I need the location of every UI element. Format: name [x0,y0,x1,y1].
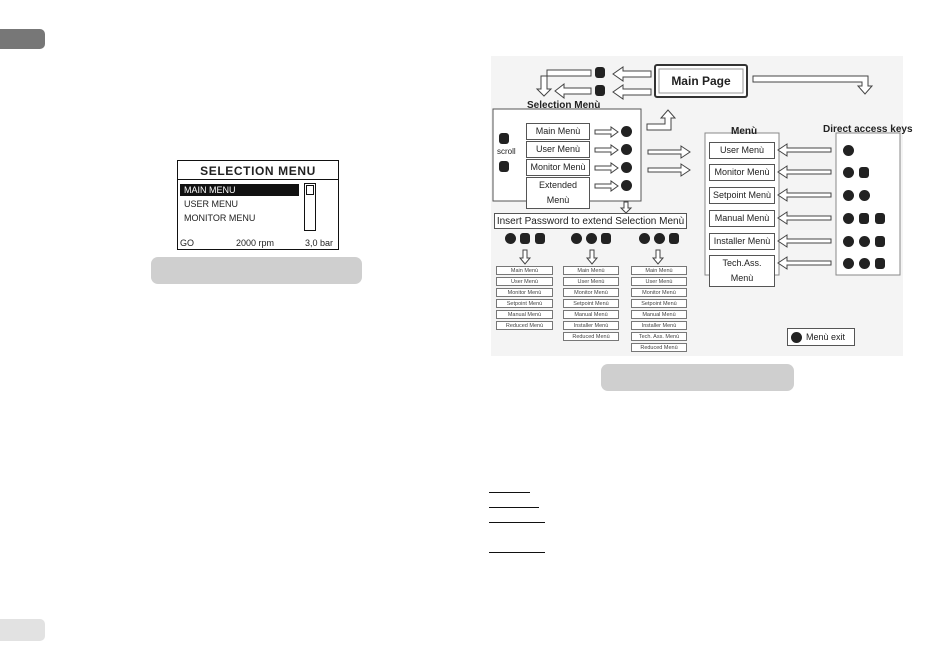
scroll-label: scroll [497,147,516,156]
mini-menu-item: Main Menù [563,266,619,275]
selection-item-extended: Extended Menù [526,177,590,209]
underline-blank [489,507,539,508]
lcd-status-pressure: 3,0 bar [305,238,334,248]
key-icon [621,144,632,155]
menu-user: User Menù [709,142,775,159]
mini-menu-item: Manual Menù [496,310,553,319]
mini-menu-item: Setpoint Menù [563,299,619,308]
lcd-divider [178,179,338,180]
key-icon [843,167,854,178]
underline-blank [489,552,545,553]
menu-installer: Installer Menù [709,233,775,250]
exit-key-icon [791,332,802,343]
lcd-status-rpm: 2000 rpm [236,238,275,248]
key-icon [859,190,870,201]
selection-menu-title: Selection Menù [527,100,601,111]
key-icon [669,233,679,244]
figure-caption-bar-left [151,257,362,284]
key-icon [535,233,545,244]
mini-menu-item: Setpoint Menù [496,299,553,308]
password-banner: Insert Password to extend Selection Menù [494,213,687,229]
menu-monitor: Monitor Menù [709,164,775,181]
key-icon [595,67,605,78]
mini-menu-item: Setpoint Menù [631,299,687,308]
key-icon [843,236,854,247]
menu-column-title: Menù [731,126,758,137]
page-tab-dark [0,29,45,49]
page-tab-light [0,619,45,641]
selection-item-main: Main Menù [526,123,590,140]
key-icon [859,167,869,178]
key-icon [843,145,854,156]
mini-menu-item: Monitor Menù [496,288,553,297]
key-icon [843,190,854,201]
mini-menu-item: Monitor Menù [631,288,687,297]
lcd-title: SELECTION MENU [200,164,316,178]
mini-menu-item: Installer Menù [631,321,687,330]
key-icon [571,233,582,244]
scroll-key-down-icon [499,161,509,172]
menu-exit-legend [787,328,855,346]
direct-access-keys-title: Direct access keys [823,124,913,135]
key-icon [621,180,632,191]
password-level-column-1 [496,266,553,332]
mini-menu-item: User Menù [496,277,553,286]
key-icon [875,213,885,224]
key-icon [859,236,870,247]
figure-caption-bar-right [601,364,794,391]
key-icon [875,258,885,269]
selection-item-user: User Menù [526,141,590,158]
key-icon [601,233,611,244]
key-icon [639,233,650,244]
menu-structure-diagram [491,56,913,356]
menu-exit-label: Menù exit [806,332,846,342]
mini-menu-item: User Menù [563,277,619,286]
main-page-box: Main Page [671,74,731,88]
key-icon [621,126,632,137]
key-icon [843,213,854,224]
mini-menu-item: Manual Menù [631,310,687,319]
key-icon [505,233,516,244]
key-icon [875,236,885,247]
mini-menu-item: Reduced Menù [631,343,687,352]
scroll-key-up-icon [499,133,509,144]
mini-menu-item: Monitor Menù [563,288,619,297]
key-icon [859,258,870,269]
lcd-status-go: GO [180,238,195,248]
key-icon [520,233,530,244]
password-level-column-2 [563,266,619,343]
key-icon [595,85,605,96]
key-icon [859,213,869,224]
mini-menu-item: Reduced Menù [496,321,553,330]
key-icon [621,162,632,173]
mini-menu-item: Installer Menù [563,321,619,330]
underline-blank [489,492,530,493]
mini-menu-item: Main Menù [496,266,553,275]
lcd-scroll-thumb [306,185,314,195]
lcd-display [177,160,339,250]
selection-item-monitor: Monitor Menù [526,159,590,176]
mini-menu-item: Reduced Menù [563,332,619,341]
menu-tech-assistance: Tech.Ass. Menù [709,255,775,287]
lcd-scrollbar [304,183,316,231]
password-level-column-3 [631,266,687,354]
underline-blank [489,522,545,523]
lcd-item-main-menu: MAIN MENU [180,184,299,196]
key-icon [843,258,854,269]
mini-menu-item: Main Menù [631,266,687,275]
menu-manual: Manual Menù [709,210,775,227]
key-icon [586,233,597,244]
menu-setpoint: Setpoint Menù [709,187,775,204]
mini-menu-item: User Menù [631,277,687,286]
mini-menu-item: Manual Menù [563,310,619,319]
mini-menu-item: Tech. Ass. Menù [631,332,687,341]
lcd-item-monitor-menu: MONITOR MENU [184,213,256,223]
lcd-item-user-menu: USER MENU [184,199,239,209]
key-icon [654,233,665,244]
